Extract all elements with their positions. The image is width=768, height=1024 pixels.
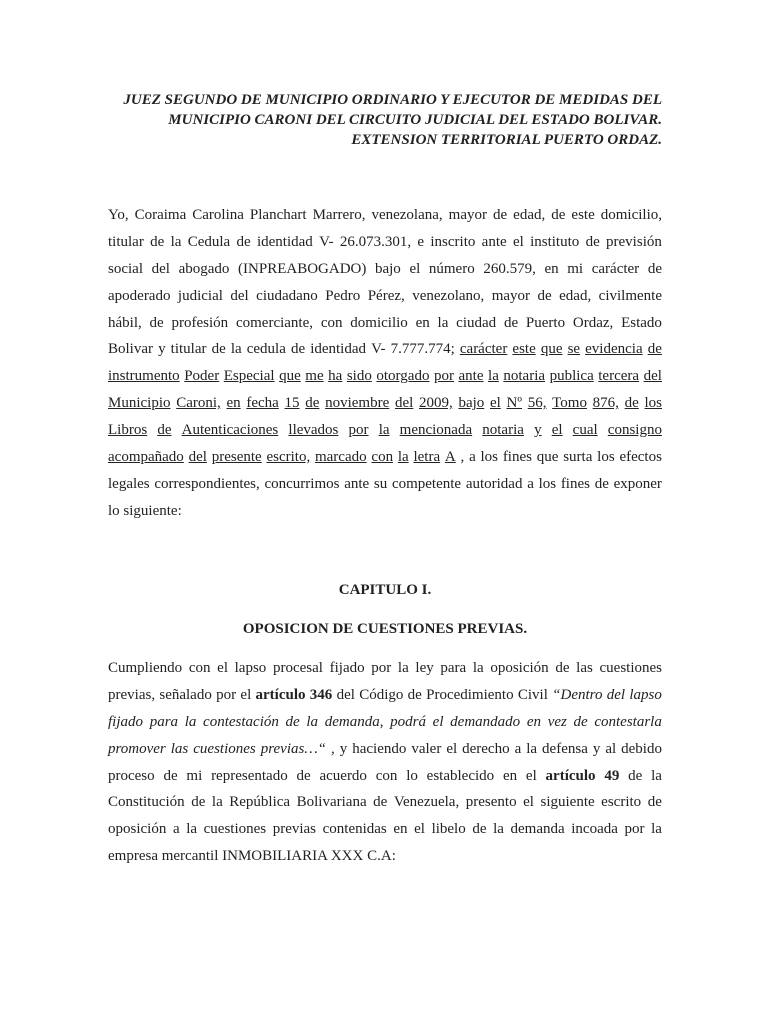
word: venezolana, xyxy=(371,207,443,223)
court-header-line: EXTENSION TERRITORIAL PUERTO ORDAZ. xyxy=(351,132,662,148)
word: con xyxy=(371,449,394,466)
word: lo xyxy=(406,767,418,784)
word: la xyxy=(184,713,197,730)
text-line xyxy=(108,789,662,816)
word: el xyxy=(240,686,252,703)
word: me xyxy=(305,368,324,385)
word: del xyxy=(336,686,355,703)
text-line xyxy=(108,736,662,763)
word: Especial xyxy=(223,368,275,385)
text-segment: empresa mercantil INMOBILIARIA XXX C.A: xyxy=(108,848,396,865)
intro-paragraph xyxy=(108,202,662,525)
word: de xyxy=(594,475,609,492)
word: representado xyxy=(211,767,288,784)
word: de xyxy=(647,341,662,358)
word: de xyxy=(163,767,178,784)
word: de xyxy=(236,233,251,250)
word: y xyxy=(158,341,166,358)
word: la xyxy=(397,660,409,676)
word: fines xyxy=(560,475,590,492)
text-line xyxy=(108,816,662,843)
word: sido xyxy=(346,368,372,385)
word: noviembre xyxy=(325,395,390,412)
word: número xyxy=(428,260,475,277)
word: en xyxy=(393,821,408,838)
word: establecido xyxy=(426,767,495,784)
word: de xyxy=(211,341,226,358)
word: señalado xyxy=(159,686,212,703)
word: de xyxy=(503,314,519,331)
word: contestación xyxy=(203,713,279,730)
word: de xyxy=(157,422,172,439)
word: mi xyxy=(567,260,584,277)
word: de xyxy=(647,794,662,811)
word: siguiente xyxy=(540,794,595,811)
word: procesal xyxy=(272,660,323,676)
word: el xyxy=(432,713,444,730)
word: escrito, xyxy=(266,449,311,466)
word: los xyxy=(480,449,499,466)
word: Carolina xyxy=(192,207,244,223)
word: incoada xyxy=(571,821,618,838)
text-line xyxy=(108,444,662,471)
word: , xyxy=(460,449,465,466)
word: titular xyxy=(108,233,144,250)
word: a xyxy=(172,821,180,838)
word: bajo xyxy=(458,395,485,412)
text-line xyxy=(108,471,662,498)
word: del xyxy=(606,686,626,703)
text-line xyxy=(108,202,662,229)
word: con xyxy=(375,767,398,784)
word: llevados xyxy=(288,422,339,439)
word: el xyxy=(523,794,534,811)
word: mi xyxy=(186,767,203,784)
word: Estado xyxy=(621,314,662,331)
word: autoridad xyxy=(465,475,523,492)
word: carácter xyxy=(459,341,508,358)
word: de xyxy=(191,794,206,811)
word: y xyxy=(339,740,348,757)
word: fecha xyxy=(246,395,279,412)
word: del xyxy=(643,368,662,385)
word: 876, xyxy=(592,395,619,412)
word: la xyxy=(170,233,182,250)
word: este xyxy=(512,341,536,358)
word: 7.777.774; xyxy=(390,341,455,358)
word: Civil xyxy=(517,686,548,703)
word: el xyxy=(551,422,563,439)
word: la xyxy=(488,368,499,385)
word: y xyxy=(592,740,601,757)
word: identidad xyxy=(310,341,367,358)
word: Ordaz, xyxy=(572,314,614,331)
word: la xyxy=(651,767,662,784)
word: instrumento xyxy=(108,368,180,385)
word: fijado xyxy=(108,713,144,730)
word: exponer xyxy=(613,475,662,492)
word: inscrito xyxy=(430,233,476,250)
word: marcado xyxy=(314,449,367,466)
word: la xyxy=(230,341,242,358)
word: y xyxy=(534,422,542,439)
word: profesión xyxy=(171,314,229,331)
word: Procedimiento xyxy=(426,686,514,703)
word: a xyxy=(469,449,476,466)
word: el xyxy=(446,740,458,757)
word: de xyxy=(305,395,320,412)
word: cuestiones xyxy=(599,660,662,676)
word: Venezuela, xyxy=(393,794,460,811)
underlined-line xyxy=(108,363,662,390)
word: fines xyxy=(502,449,532,466)
underlined-line xyxy=(108,390,662,417)
word: , xyxy=(331,740,335,757)
word: demanda xyxy=(510,821,565,838)
word: Pedro xyxy=(325,287,361,304)
word: su xyxy=(373,475,388,492)
word: carácter xyxy=(591,260,640,277)
word: de xyxy=(149,314,164,331)
word: correspondientes, xyxy=(154,475,260,492)
word: lapso xyxy=(629,686,662,703)
word: la xyxy=(397,449,409,466)
word: Puerto xyxy=(525,314,566,331)
word: cual xyxy=(572,422,598,439)
word: el xyxy=(489,395,501,412)
word: el xyxy=(414,821,425,838)
word: bajo xyxy=(374,260,401,277)
word: Caroni, xyxy=(176,395,221,412)
word: concurrimos xyxy=(264,475,340,492)
text-line xyxy=(108,763,662,790)
word: 2009, xyxy=(419,395,453,412)
word: otorgado xyxy=(376,368,430,385)
word: social xyxy=(108,260,143,277)
word: ciudadano xyxy=(256,287,318,304)
word: la xyxy=(378,422,390,439)
word: previas xyxy=(272,821,317,838)
word: presento xyxy=(465,794,517,811)
word: que xyxy=(536,449,559,466)
court-header xyxy=(108,90,662,150)
word: por xyxy=(371,660,392,676)
word: evidencia xyxy=(585,341,643,358)
word: por xyxy=(624,821,645,838)
word: artículo xyxy=(255,686,306,703)
word: de xyxy=(537,287,552,304)
word: este xyxy=(571,207,595,223)
word: competente xyxy=(391,475,462,492)
word: demanda, xyxy=(324,713,384,730)
word: para xyxy=(440,660,467,676)
word: defensa xyxy=(542,740,588,757)
word: la xyxy=(651,821,662,838)
word: al xyxy=(605,740,617,757)
word: escrito xyxy=(601,794,642,811)
word: ley xyxy=(415,660,434,676)
word: de xyxy=(555,660,570,676)
word: con xyxy=(320,314,343,331)
word: titular xyxy=(170,341,207,358)
word: ciudad xyxy=(456,314,497,331)
word: Bolivar xyxy=(108,341,153,358)
word: 346 xyxy=(309,686,333,703)
word: ante xyxy=(481,233,507,250)
word: Marrero, xyxy=(312,207,366,223)
word: haciendo xyxy=(352,740,407,757)
word: Yo, xyxy=(108,207,129,223)
word: ha xyxy=(328,368,343,385)
word: oposición xyxy=(108,821,167,838)
word: Cedula xyxy=(187,233,231,250)
word: fijado xyxy=(329,660,365,676)
chapter-title: CAPITULO I. xyxy=(338,582,432,598)
word: de xyxy=(373,794,388,811)
word: de xyxy=(647,260,662,277)
word: e xyxy=(417,233,425,250)
word: República xyxy=(229,794,291,811)
word: acompañado xyxy=(108,449,184,466)
word: se xyxy=(567,341,581,358)
word: 26.073.301, xyxy=(339,233,412,250)
word: a xyxy=(514,740,522,757)
word: del xyxy=(230,287,249,304)
word: identidad xyxy=(256,233,313,250)
word: el xyxy=(512,233,524,250)
word: los xyxy=(644,395,662,412)
word: de xyxy=(573,713,588,730)
text-line xyxy=(108,655,662,682)
word: tercera xyxy=(598,368,640,385)
word: 56, xyxy=(527,395,547,412)
word: acuerdo xyxy=(319,767,367,784)
word: instituto xyxy=(530,233,580,250)
word: “Dentro xyxy=(552,686,603,703)
court-header-line: MUNICIPIO CARONI DEL CIRCUITO JUDICIAL DEL ESTADO BOLIVAR. xyxy=(168,112,662,128)
word: el xyxy=(217,660,228,676)
word: cuestiones xyxy=(193,740,256,757)
word: publica xyxy=(549,368,594,385)
word: Libros xyxy=(108,422,148,439)
word: de xyxy=(285,713,300,730)
word: valer xyxy=(411,740,442,757)
word: de xyxy=(290,341,306,358)
word: lapso xyxy=(234,660,267,676)
word: 15 xyxy=(284,395,300,412)
text-line xyxy=(108,310,662,337)
word: de xyxy=(472,821,487,838)
word: V- xyxy=(319,233,334,250)
word: los xyxy=(597,449,615,466)
word: Coraima xyxy=(134,207,187,223)
word: Código xyxy=(359,686,404,703)
word: del xyxy=(188,449,207,466)
word: Constitución xyxy=(108,794,185,811)
word: en xyxy=(226,395,241,412)
word: las xyxy=(170,740,189,757)
word: mayor xyxy=(448,207,487,223)
text-line xyxy=(108,843,662,870)
word: Cumpliendo xyxy=(108,660,183,676)
text-line xyxy=(108,283,662,310)
word: la xyxy=(306,713,319,730)
word: domicilio xyxy=(350,314,408,331)
word: de xyxy=(296,767,311,784)
word: domicilio, xyxy=(600,207,662,223)
word: de xyxy=(585,233,600,250)
word: vez xyxy=(547,713,567,730)
word: de xyxy=(628,767,643,784)
underlined-line xyxy=(108,417,662,444)
text-line xyxy=(108,498,662,525)
text-line xyxy=(108,256,662,283)
word: Tomo xyxy=(552,395,587,412)
word: la xyxy=(526,740,538,757)
chapter-subtitle: OPOSICION DE CUESTIONES PREVIAS. xyxy=(242,621,528,637)
word: las xyxy=(576,660,593,676)
word: promover xyxy=(108,740,166,757)
word: en xyxy=(415,314,430,331)
word: Autenticaciones xyxy=(181,422,279,439)
word: el xyxy=(409,260,421,277)
word: edad, xyxy=(513,207,546,223)
word: para xyxy=(149,713,179,730)
word: a xyxy=(527,475,534,492)
body-paragraph xyxy=(108,655,662,870)
word: presente xyxy=(211,449,262,466)
word: del xyxy=(394,395,414,412)
word: Bolivariana xyxy=(296,794,367,811)
word: edad, xyxy=(559,287,592,304)
word: previas, xyxy=(108,686,156,703)
word: contenidas xyxy=(322,821,387,838)
word: legales xyxy=(108,475,150,492)
word: Nº xyxy=(506,395,522,412)
word: oposición xyxy=(490,660,549,676)
word: Planchart xyxy=(249,207,307,223)
word: los xyxy=(538,475,557,492)
word: mencionada xyxy=(399,422,473,439)
word: notaria xyxy=(482,422,524,439)
word: libelo xyxy=(431,821,466,838)
word: A xyxy=(444,449,456,466)
word: podrá xyxy=(390,713,426,730)
word: previsión xyxy=(606,233,662,250)
word: letra xyxy=(413,449,441,466)
word: con xyxy=(188,660,211,676)
word: en xyxy=(526,713,542,730)
word: contestarla xyxy=(594,713,662,730)
word: proceso xyxy=(108,767,155,784)
word: que xyxy=(540,341,563,358)
word: por xyxy=(216,686,237,703)
court-header-line: JUEZ SEGUNDO DE MUNICIPIO ORDINARIO Y EJECUTOR DE MEDIDAS DEL xyxy=(123,92,662,108)
word: la xyxy=(437,314,449,331)
word: (INPREABOGADO) xyxy=(238,260,367,277)
word: mayor xyxy=(491,287,531,304)
word: de xyxy=(150,233,165,250)
word: demandado xyxy=(450,713,521,730)
word: 49 xyxy=(604,767,620,784)
text-line xyxy=(108,229,662,256)
word: la xyxy=(186,821,198,838)
word: efectos xyxy=(619,449,662,466)
word: apoderado xyxy=(108,287,171,304)
italic-line xyxy=(108,709,662,736)
word: artículo xyxy=(545,767,596,784)
word: la xyxy=(211,794,223,811)
word: ante xyxy=(458,368,484,385)
word: Pérez, xyxy=(367,287,405,304)
word: cuestiones xyxy=(203,821,267,838)
word: que xyxy=(279,368,301,385)
word: de xyxy=(407,686,422,703)
word: 260.579, xyxy=(483,260,536,277)
word: Poder xyxy=(184,368,220,385)
word: judicial xyxy=(177,287,223,304)
word: consigno xyxy=(607,422,662,439)
word: cedula xyxy=(246,341,286,358)
word: de xyxy=(551,207,566,223)
word: civilmente xyxy=(598,287,662,304)
word: debido xyxy=(621,740,662,757)
word: el xyxy=(525,767,537,784)
word: notaria xyxy=(503,368,546,385)
word: comerciante, xyxy=(235,314,314,331)
text-segment: lo siguiente: xyxy=(108,502,182,519)
word: V- xyxy=(371,341,386,358)
word: la xyxy=(493,821,504,838)
word: en xyxy=(502,767,518,784)
text-line xyxy=(108,682,662,709)
word: Municipio xyxy=(108,395,171,412)
word: venezolano, xyxy=(412,287,485,304)
text-line xyxy=(108,336,662,363)
word: hábil, xyxy=(108,314,142,331)
word: abogado xyxy=(178,260,230,277)
word: del xyxy=(151,260,170,277)
word: de xyxy=(624,395,639,412)
word: por xyxy=(433,368,454,385)
word: derecho xyxy=(462,740,510,757)
word: por xyxy=(348,422,369,439)
word: en xyxy=(544,260,559,277)
word: ante xyxy=(344,475,370,492)
word: la xyxy=(472,660,484,676)
word: previas…“ xyxy=(260,740,327,757)
word: surta xyxy=(563,449,593,466)
word: de xyxy=(493,207,508,223)
